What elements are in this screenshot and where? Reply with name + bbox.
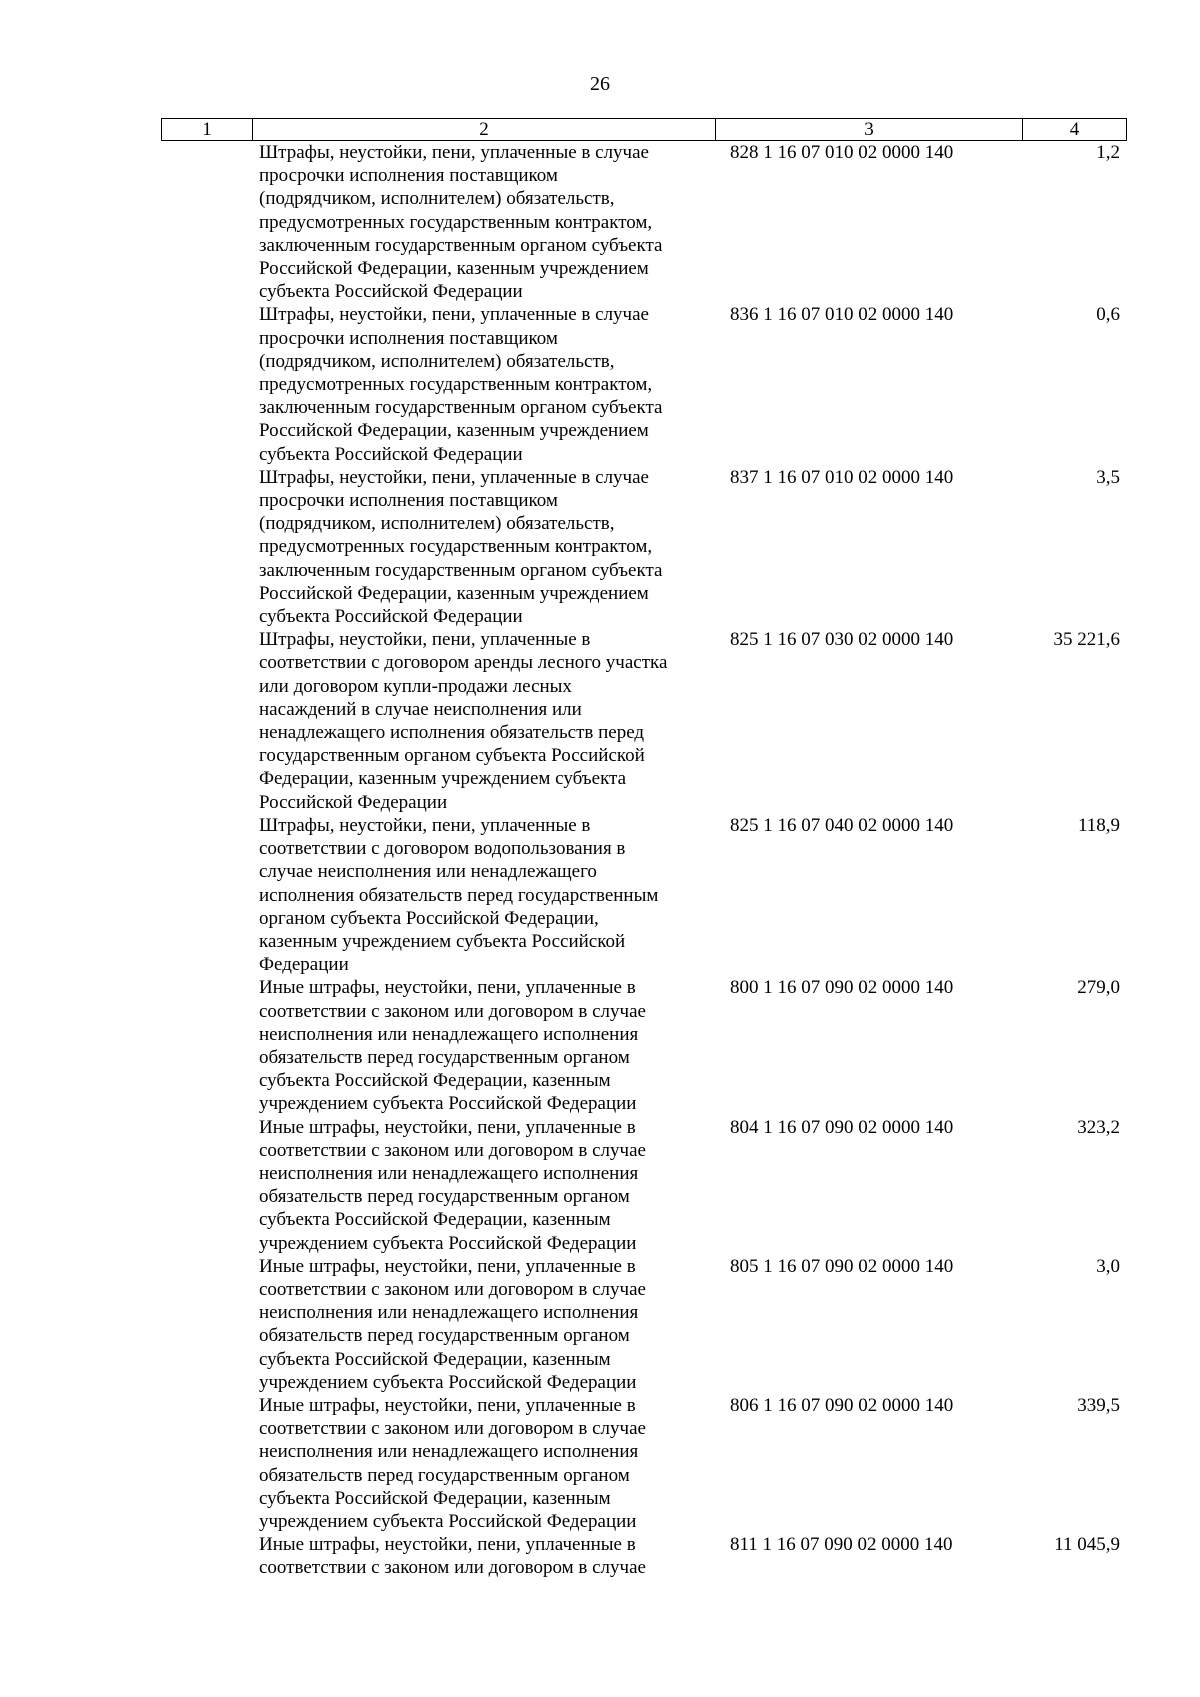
description-line: обязательств перед государственным органом (259, 1325, 630, 1347)
row-description (259, 1255, 722, 1394)
description-line: Штрафы, неустойки, пени, уплаченные в (259, 629, 591, 651)
description-line: органом субъекта Российской Федерации, (259, 907, 599, 929)
row-description (259, 814, 722, 976)
table-row (161, 1533, 1127, 1579)
description-line: (подрядчиком, исполнителем) обязательств, (259, 350, 615, 372)
description-line: Иные штрафы, неустойки, пени, уплаченные в (259, 977, 636, 999)
column-header-4: 4 (1069, 119, 1080, 140)
row-number-cell (161, 628, 259, 814)
description-line: неисполнения или ненадлежащего исполнения (259, 1302, 639, 1324)
page-number: 26 (590, 73, 610, 95)
description-line: Федерации (259, 954, 349, 976)
description-line: учреждением субъекта Российской Федерации (259, 1232, 637, 1254)
description-line: неисполнения или ненадлежащего исполнения (259, 1441, 639, 1463)
amount: 118,9 (1077, 814, 1120, 836)
column-header-2: 2 (253, 119, 716, 140)
description-line: учреждением субъекта Российской Федерации (259, 1371, 637, 1393)
description-line: соответствии с законом или договором в случае (259, 1139, 646, 1161)
description-line: ненадлежащего исполнения обязательств перед (259, 722, 645, 744)
row-number-cell (161, 814, 259, 976)
description-line: заключенным государственным органом субъекта (259, 559, 663, 581)
row-description (259, 1533, 722, 1579)
row-number-cell (161, 1533, 259, 1579)
description-line: казенным учреждением субъекта Российской (259, 930, 626, 952)
description-line: Российской Федерации (259, 791, 448, 813)
column-header-3: 3 (716, 119, 1023, 140)
budget-code: 806 1 16 07 090 02 0000 140 (730, 1394, 954, 1416)
description-line: неисполнения или ненадлежащего исполнения (259, 1023, 639, 1045)
amount: 3,5 (1096, 466, 1120, 488)
amount: 11 045,9 (1054, 1534, 1120, 1556)
description-line: исполнения обязательств перед государственным (259, 884, 659, 906)
table-row (161, 976, 1127, 1115)
description-line: Иные штрафы, неустойки, пени, уплаченные в (259, 1394, 636, 1416)
description-line: субъекта Российской Федерации, казенным (259, 1348, 611, 1370)
description-line: Иные штрафы, неустойки, пени, уплаченные в (259, 1534, 636, 1556)
description-line: (подрядчиком, исполнителем) обязательств, (259, 188, 615, 210)
description-line: (подрядчиком, исполнителем) обязательств, (259, 513, 615, 535)
table-row (161, 1255, 1127, 1394)
description-line: Федерации, казенным учреждением субъекта (259, 768, 627, 790)
description-line: соответствии с договором водопользования в (259, 838, 626, 860)
description-line: или договором купли-продажи лесных (259, 675, 572, 697)
description-line: субъекта Российской Федерации, казенным (259, 1209, 611, 1231)
description-line: учреждением субъекта Российской Федерации (259, 1510, 637, 1532)
description-line: предусмотренных государственным контрактом, (259, 211, 653, 233)
description-line: субъекта Российской Федерации (259, 281, 523, 303)
description-line: соответствии с законом или договором в случае (259, 1278, 646, 1300)
amount: 279,0 (1077, 977, 1120, 999)
amount: 323,2 (1077, 1116, 1120, 1138)
amount: 1,2 (1096, 142, 1120, 163)
description-line: субъекта Российской Федерации (259, 606, 523, 628)
budget-code: 836 1 16 07 010 02 0000 140 (730, 304, 954, 326)
row-number-cell (161, 1116, 259, 1255)
description-line: просрочки исполнения поставщиком (259, 327, 558, 349)
column-header-1: 1 (162, 119, 253, 140)
description-line: соответствии с законом или договором в случае (259, 1557, 646, 1579)
row-number-cell (161, 303, 259, 465)
row-number-cell (161, 466, 259, 628)
description-line: неисполнения или ненадлежащего исполнения (259, 1162, 639, 1184)
description-line: Штрафы, неустойки, пени, уплаченные в (259, 814, 591, 836)
row-number-cell (161, 976, 259, 1115)
amount: 0,6 (1096, 304, 1120, 326)
amount: 3,0 (1096, 1255, 1120, 1277)
budget-code: 811 1 16 07 090 02 0000 140 (730, 1534, 953, 1556)
table-row (161, 466, 1127, 628)
row-description (259, 303, 722, 465)
table-body (161, 141, 1127, 1580)
row-description (259, 141, 722, 303)
amount: 35 221,6 (1053, 629, 1120, 651)
description-line: учреждением субъекта Российской Федерации (259, 1093, 637, 1115)
row-description (259, 976, 722, 1115)
budget-code: 800 1 16 07 090 02 0000 140 (730, 977, 954, 999)
description-line: заключенным государственным органом субъекта (259, 397, 663, 419)
table-row (161, 1394, 1127, 1533)
description-line: заключенным государственным органом субъекта (259, 234, 663, 256)
amount: 339,5 (1077, 1394, 1120, 1416)
description-line: субъекта Российской Федерации, казенным (259, 1070, 611, 1092)
budget-code: 825 1 16 07 040 02 0000 140 (730, 814, 954, 836)
description-line: субъекта Российской Федерации (259, 443, 523, 465)
description-line: Иные штрафы, неустойки, пени, уплаченные в (259, 1255, 636, 1277)
row-number-cell (161, 1255, 259, 1394)
table-row (161, 141, 1127, 303)
description-line: обязательств перед государственным органом (259, 1046, 630, 1068)
description-line: субъекта Российской Федерации, казенным (259, 1487, 611, 1509)
description-line: предусмотренных государственным контрактом, (259, 374, 653, 396)
row-number-cell (161, 141, 259, 303)
description-line: соответствии с договором аренды лесного участка (259, 652, 668, 674)
budget-table (161, 118, 1127, 1580)
table-row (161, 814, 1127, 976)
row-description (259, 628, 722, 814)
budget-code: 837 1 16 07 010 02 0000 140 (730, 466, 954, 488)
row-number-cell (161, 1394, 259, 1533)
budget-code: 805 1 16 07 090 02 0000 140 (730, 1255, 954, 1277)
row-description (259, 466, 722, 628)
description-line: Российской Федерации, казенным учреждением (259, 258, 649, 280)
description-line: Российской Федерации, казенным учреждением (259, 420, 649, 442)
budget-code: 825 1 16 07 030 02 0000 140 (730, 629, 954, 651)
row-description (259, 1394, 722, 1533)
description-line: Иные штрафы, неустойки, пени, уплаченные в (259, 1116, 636, 1138)
description-line: соответствии с законом или договором в случае (259, 1418, 646, 1440)
description-line: случае неисполнения или ненадлежащего (259, 861, 597, 883)
table-header-row (161, 118, 1127, 141)
table-row (161, 303, 1127, 465)
description-line: Штрафы, неустойки, пени, уплаченные в случае (259, 466, 649, 488)
description-line: обязательств перед государственным органом (259, 1464, 630, 1486)
budget-code: 804 1 16 07 090 02 0000 140 (730, 1116, 954, 1138)
description-line: Российской Федерации, казенным учреждением (259, 582, 649, 604)
description-line: Штрафы, неустойки, пени, уплаченные в случае (259, 142, 649, 163)
table-row (161, 1116, 1127, 1255)
description-line: предусмотренных государственным контрактом, (259, 536, 653, 558)
row-description (259, 1116, 722, 1255)
description-line: соответствии с законом или договором в случае (259, 1000, 646, 1022)
description-line: обязательств перед государственным органом (259, 1186, 630, 1208)
budget-code: 828 1 16 07 010 02 0000 140 (730, 142, 954, 163)
description-line: просрочки исполнения поставщиком (259, 490, 558, 512)
description-line: просрочки исполнения поставщиком (259, 165, 558, 187)
table-row (161, 628, 1127, 814)
description-line: Штрафы, неустойки, пени, уплаченные в случае (259, 304, 649, 326)
description-line: насаждений в случае неисполнения или (259, 698, 582, 720)
description-line: государственным органом субъекта Российской (259, 745, 645, 767)
